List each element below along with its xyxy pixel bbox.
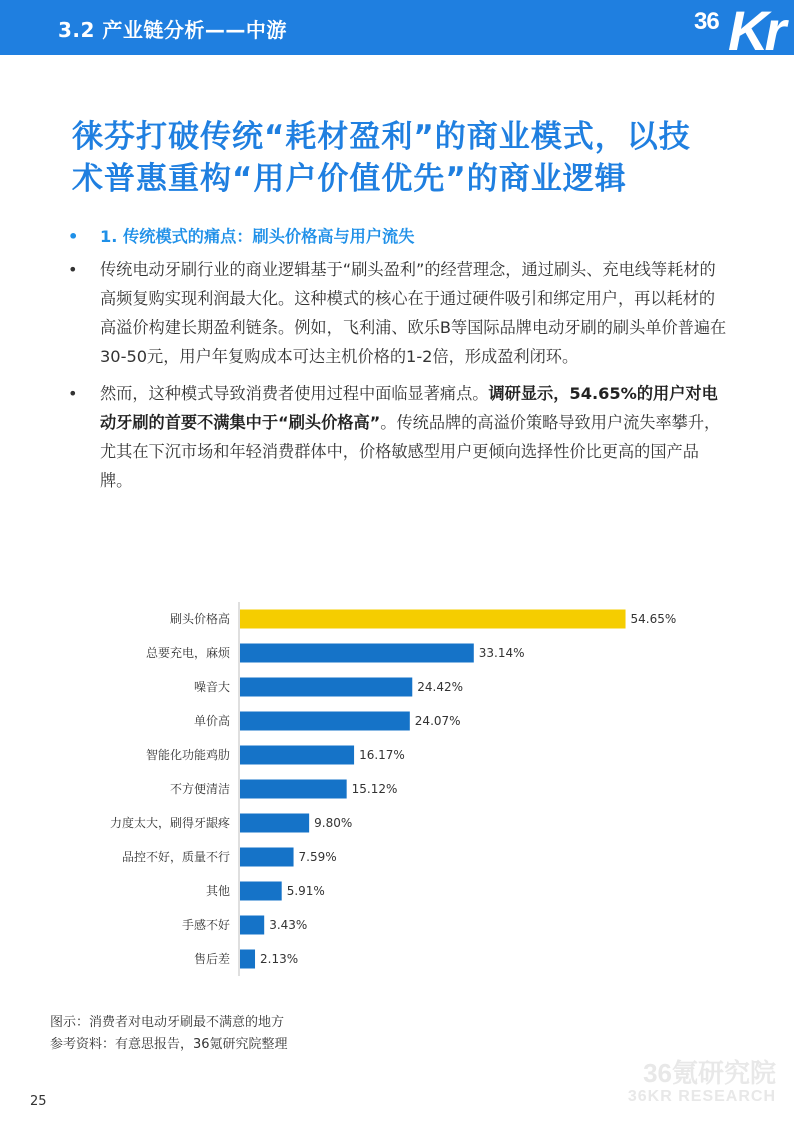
- bar: [240, 746, 354, 765]
- paragraph-1-text: 传统电动牙刷行业的商业逻辑基于“刷头盈利”的经营理念，通过刷头、充电线等耗材的高频复购实现利润最大化。这种模式的核心在于通过硬件吸引和绑定用户，再以耗材的高溢价构建长期盈利链条。例如，飞利浦、欧乐B等国际品牌电动牙刷的刷头单价普遍在30-50元，用户年复购成本可达主机价格的1-2倍，形成盈利闭环。: [100, 260, 727, 366]
- headline-line-2: 术普惠重构“用户价值优先”的商业逻辑: [72, 161, 627, 197]
- value-label: 33.14%: [478, 646, 525, 660]
- value-label: 24.42%: [417, 680, 464, 694]
- category-label: 单价高: [193, 714, 230, 728]
- category-label: 噪音大: [193, 680, 230, 694]
- bar: [240, 712, 410, 731]
- category-label: 力度太大，刷得牙龈疼: [109, 816, 230, 830]
- paragraph-2-text: [100, 384, 720, 490]
- value-label: 5.91%: [286, 884, 325, 898]
- category-label: 刷头价格高: [169, 612, 230, 626]
- header-bar: [0, 0, 794, 55]
- value-label: 7.59%: [298, 850, 337, 864]
- subheading-text: 1. 传统模式的痛点：刷头价格高与用户流失: [100, 227, 415, 246]
- category-label: 售后差: [193, 952, 230, 966]
- value-label: 54.65%: [630, 612, 677, 626]
- value-label: 15.12%: [351, 782, 398, 796]
- watermark-line-1: 36氪研究院: [643, 1058, 776, 1088]
- chart-svg: [60, 598, 740, 978]
- bar: [240, 916, 264, 935]
- bullet-paragraph-1: [68, 255, 728, 371]
- bullet-subheading: [68, 222, 728, 251]
- bar: [240, 950, 255, 969]
- logo-36kr: [684, 0, 794, 55]
- paragraph-2-intro: 然而，这种模式导致消费者使用过程中面临显著痛点。: [100, 384, 489, 403]
- value-label: 16.17%: [359, 748, 405, 762]
- headline-line-1: 徕芬打破传统“耗材盈利”的商业模式，以技: [72, 119, 691, 155]
- bullet-paragraph-2: [68, 379, 728, 495]
- bullet-dot: •: [68, 384, 78, 403]
- category-label: 不方便清洁: [169, 782, 230, 796]
- caption-figure: 图示：消费者对电动牙刷最不满意的地方: [50, 1015, 285, 1030]
- value-label: 24.07%: [414, 714, 461, 728]
- bullet-list: [68, 222, 728, 495]
- section-title: 3.2 产业链分析——中游: [58, 18, 287, 42]
- bar: [240, 780, 347, 799]
- caption-source: 参考资料：有意思报告，36氪研究院整理: [50, 1037, 288, 1052]
- bar: [240, 814, 309, 833]
- bullet-dot: •: [68, 227, 79, 246]
- value-label: 3.43%: [269, 918, 308, 932]
- bar: [240, 848, 294, 867]
- logo-number: 36: [694, 8, 719, 35]
- bar: [240, 644, 474, 663]
- headline: [72, 116, 732, 200]
- page-number: 25: [30, 1094, 47, 1109]
- category-label: 品控不好，质量不行: [121, 850, 230, 864]
- category-label: 其他: [205, 884, 230, 898]
- paragraph-2-highlight: 调研显示，54.65%的用户对电动牙刷的首要不满集中于“刷头价格高”: [100, 384, 718, 432]
- bar: [240, 882, 282, 901]
- category-label: 手感不好: [181, 918, 230, 932]
- logo-letters: Kr: [728, 0, 783, 55]
- paragraph-2-rest: 。传统品牌的高溢价策略导致用户流失率攀升，尤其在下沉市场和年轻消费群体中，价格敏感型用户更倾向选择性价比更高的国产品牌。: [100, 413, 721, 490]
- value-label: 2.13%: [260, 952, 299, 966]
- watermark-line-2: 36KR RESEARCH: [627, 1088, 776, 1105]
- value-label: 9.80%: [314, 816, 353, 830]
- complaint-bar-chart: [60, 598, 740, 978]
- bullet-dot: •: [68, 260, 78, 279]
- category-label: 总要充电，麻烦: [145, 646, 230, 660]
- watermark: [628, 1058, 776, 1106]
- category-label: 智能化功能鸡肋: [145, 748, 230, 762]
- bar: [240, 610, 626, 629]
- bar: [240, 678, 412, 697]
- figure-caption: [50, 1012, 288, 1056]
